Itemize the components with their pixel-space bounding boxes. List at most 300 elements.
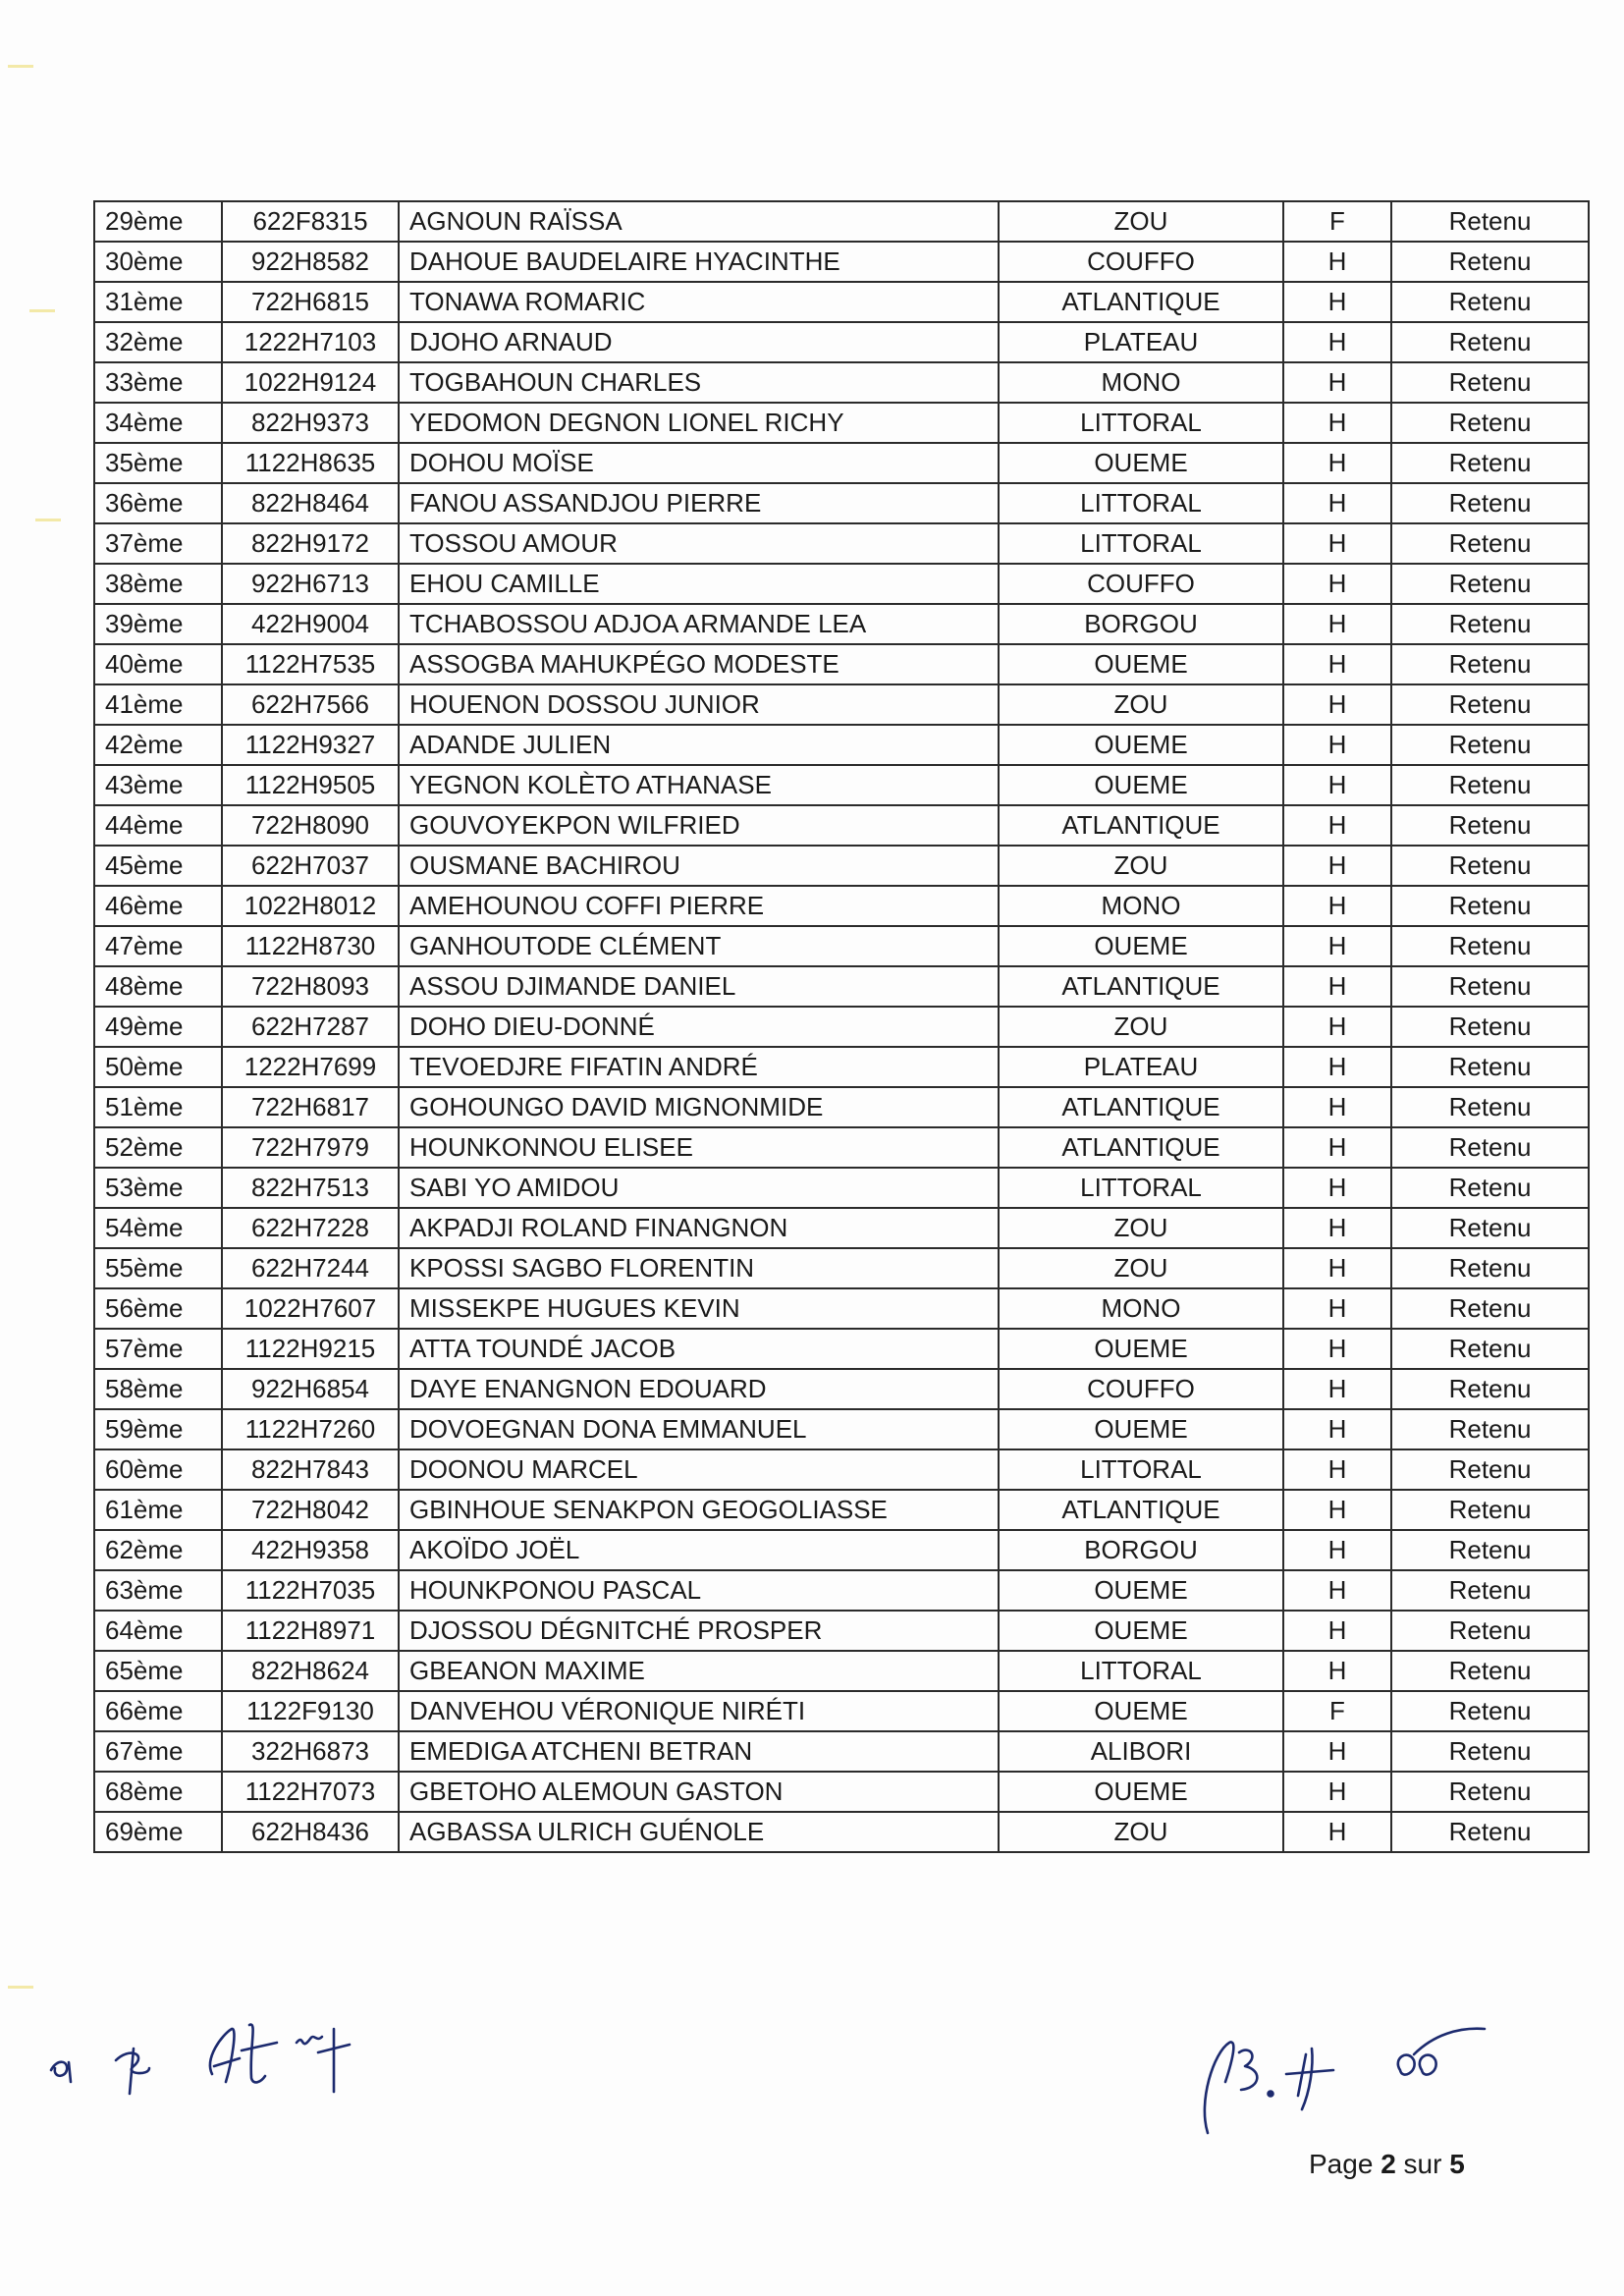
- table-row: [94, 1611, 1589, 1651]
- candidate-code-cell: 1222H7103: [222, 322, 399, 362]
- candidate-code-cell: 822H8464: [222, 483, 399, 523]
- department-cell: ATLANTIQUE: [999, 1490, 1283, 1530]
- department-cell: ATLANTIQUE: [999, 282, 1283, 322]
- candidate-name-cell: DAHOUE BAUDELAIRE HYACINTHE: [399, 242, 999, 282]
- table-row: [94, 926, 1589, 966]
- department-cell: OUEME: [999, 1691, 1283, 1731]
- table-row: [94, 1570, 1589, 1611]
- rank-cell: 54ème: [94, 1208, 222, 1248]
- candidate-name-cell: SABI YO AMIDOU: [399, 1168, 999, 1208]
- rank-cell: 49ème: [94, 1007, 222, 1047]
- candidate-code-cell: 622H8436: [222, 1812, 399, 1852]
- rank-cell: 45ème: [94, 846, 222, 886]
- status-cell: Retenu: [1391, 1369, 1589, 1409]
- candidate-code-cell: 422H9358: [222, 1530, 399, 1570]
- department-cell: COUFFO: [999, 564, 1283, 604]
- department-cell: ZOU: [999, 1248, 1283, 1288]
- status-cell: Retenu: [1391, 926, 1589, 966]
- candidate-code-cell: 1222H7699: [222, 1047, 399, 1087]
- results-table: [93, 200, 1590, 1853]
- status-cell: Retenu: [1391, 242, 1589, 282]
- candidate-name-cell: EMEDIGA ATCHENI BETRAN: [399, 1731, 999, 1772]
- candidate-code-cell: 1022H8012: [222, 886, 399, 926]
- candidate-name-cell: GBINHOUE SENAKPON GEOGOLIASSE: [399, 1490, 999, 1530]
- candidate-name-cell: TOGBAHOUN CHARLES: [399, 362, 999, 403]
- rank-cell: 35ème: [94, 443, 222, 483]
- candidate-name-cell: YEDOMON DEGNON LIONEL RICHY: [399, 403, 999, 443]
- candidate-name-cell: AKPADJI ROLAND FINANGNON: [399, 1208, 999, 1248]
- table-row: [94, 1047, 1589, 1087]
- department-cell: LITTORAL: [999, 1168, 1283, 1208]
- department-cell: COUFFO: [999, 242, 1283, 282]
- department-cell: LITTORAL: [999, 523, 1283, 564]
- status-cell: Retenu: [1391, 1611, 1589, 1651]
- candidate-code-cell: 1122H7535: [222, 644, 399, 684]
- sex-cell: H: [1283, 1047, 1391, 1087]
- status-cell: Retenu: [1391, 1007, 1589, 1047]
- department-cell: MONO: [999, 886, 1283, 926]
- rank-cell: 66ème: [94, 1691, 222, 1731]
- rank-cell: 63ème: [94, 1570, 222, 1611]
- candidate-name-cell: KPOSSI SAGBO FLORENTIN: [399, 1248, 999, 1288]
- candidate-name-cell: HOUENON DOSSOU JUNIOR: [399, 684, 999, 725]
- sex-cell: H: [1283, 362, 1391, 403]
- department-cell: OUEME: [999, 1329, 1283, 1369]
- sex-cell: H: [1283, 1570, 1391, 1611]
- candidate-name-cell: HOUNKONNOU ELISEE: [399, 1127, 999, 1168]
- department-cell: OUEME: [999, 443, 1283, 483]
- candidate-code-cell: 722H8093: [222, 966, 399, 1007]
- department-cell: ATLANTIQUE: [999, 1087, 1283, 1127]
- department-cell: ZOU: [999, 201, 1283, 242]
- sex-cell: H: [1283, 1731, 1391, 1772]
- candidate-code-cell: 822H8624: [222, 1651, 399, 1691]
- candidate-name-cell: GBETOHO ALEMOUN GASTON: [399, 1772, 999, 1812]
- department-cell: LITTORAL: [999, 483, 1283, 523]
- sex-cell: H: [1283, 846, 1391, 886]
- table-row: [94, 1731, 1589, 1772]
- table-row: [94, 1288, 1589, 1329]
- candidate-code-cell: 822H7513: [222, 1168, 399, 1208]
- status-cell: Retenu: [1391, 604, 1589, 644]
- table-row: [94, 1127, 1589, 1168]
- rank-cell: 43ème: [94, 765, 222, 805]
- sex-cell: F: [1283, 201, 1391, 242]
- status-cell: Retenu: [1391, 1731, 1589, 1772]
- status-cell: Retenu: [1391, 1570, 1589, 1611]
- rank-cell: 53ème: [94, 1168, 222, 1208]
- status-cell: Retenu: [1391, 1409, 1589, 1449]
- status-cell: Retenu: [1391, 846, 1589, 886]
- rank-cell: 44ème: [94, 805, 222, 846]
- table-row: [94, 1449, 1589, 1490]
- sex-cell: H: [1283, 1369, 1391, 1409]
- sex-cell: H: [1283, 1530, 1391, 1570]
- candidate-name-cell: AMEHOUNOU COFFI PIERRE: [399, 886, 999, 926]
- status-cell: Retenu: [1391, 1248, 1589, 1288]
- table-row: [94, 362, 1589, 403]
- department-cell: PLATEAU: [999, 1047, 1283, 1087]
- department-cell: ZOU: [999, 684, 1283, 725]
- candidate-name-cell: DOONOU MARCEL: [399, 1449, 999, 1490]
- page-number-total: 5: [1449, 2149, 1465, 2179]
- table-row: [94, 242, 1589, 282]
- sex-cell: H: [1283, 1329, 1391, 1369]
- department-cell: LITTORAL: [999, 1449, 1283, 1490]
- table-row: [94, 846, 1589, 886]
- department-cell: ATLANTIQUE: [999, 1127, 1283, 1168]
- status-cell: Retenu: [1391, 1812, 1589, 1852]
- page-number-prefix: Page: [1309, 2149, 1374, 2179]
- page-number-separator: sur: [1403, 2149, 1442, 2179]
- candidate-name-cell: YEGNON KOLÈTO ATHANASE: [399, 765, 999, 805]
- status-cell: Retenu: [1391, 765, 1589, 805]
- scan-mark: [35, 519, 61, 521]
- table-row: [94, 1208, 1589, 1248]
- department-cell: OUEME: [999, 725, 1283, 765]
- sex-cell: H: [1283, 644, 1391, 684]
- table-row: [94, 523, 1589, 564]
- sex-cell: H: [1283, 1087, 1391, 1127]
- candidate-name-cell: EHOU CAMILLE: [399, 564, 999, 604]
- candidate-name-cell: AGNOUN RAÏSSA: [399, 201, 999, 242]
- candidate-code-cell: 622F8315: [222, 201, 399, 242]
- candidate-code-cell: 922H6713: [222, 564, 399, 604]
- status-cell: Retenu: [1391, 805, 1589, 846]
- sex-cell: H: [1283, 604, 1391, 644]
- page-number-current: 2: [1380, 2149, 1396, 2179]
- results-table-body: [94, 201, 1589, 1852]
- status-cell: Retenu: [1391, 886, 1589, 926]
- rank-cell: 52ème: [94, 1127, 222, 1168]
- candidate-code-cell: 822H9172: [222, 523, 399, 564]
- candidate-code-cell: 822H9373: [222, 403, 399, 443]
- table-row: [94, 765, 1589, 805]
- candidate-name-cell: TOSSOU AMOUR: [399, 523, 999, 564]
- candidate-code-cell: 1022H7607: [222, 1288, 399, 1329]
- department-cell: OUEME: [999, 1570, 1283, 1611]
- status-cell: Retenu: [1391, 684, 1589, 725]
- initials-signature-left: [39, 1984, 363, 2102]
- status-cell: Retenu: [1391, 725, 1589, 765]
- rank-cell: 41ème: [94, 684, 222, 725]
- status-cell: Retenu: [1391, 1449, 1589, 1490]
- candidate-code-cell: 1122H7035: [222, 1570, 399, 1611]
- candidate-code-cell: 922H6854: [222, 1369, 399, 1409]
- rank-cell: 37ème: [94, 523, 222, 564]
- table-row: [94, 483, 1589, 523]
- sex-cell: H: [1283, 1127, 1391, 1168]
- candidate-code-cell: 922H8582: [222, 242, 399, 282]
- status-cell: Retenu: [1391, 1530, 1589, 1570]
- sex-cell: H: [1283, 564, 1391, 604]
- department-cell: OUEME: [999, 1409, 1283, 1449]
- status-cell: Retenu: [1391, 483, 1589, 523]
- status-cell: Retenu: [1391, 1772, 1589, 1812]
- candidate-code-cell: 1122H8730: [222, 926, 399, 966]
- department-cell: OUEME: [999, 926, 1283, 966]
- table-row: [94, 604, 1589, 644]
- candidate-name-cell: FANOU ASSANDJOU PIERRE: [399, 483, 999, 523]
- candidate-code-cell: 1022H9124: [222, 362, 399, 403]
- department-cell: LITTORAL: [999, 1651, 1283, 1691]
- candidate-name-cell: DANVEHOU VÉRONIQUE NIRÉTI: [399, 1691, 999, 1731]
- candidate-code-cell: 1122H8635: [222, 443, 399, 483]
- status-cell: Retenu: [1391, 322, 1589, 362]
- department-cell: BORGOU: [999, 604, 1283, 644]
- rank-cell: 48ème: [94, 966, 222, 1007]
- rank-cell: 64ème: [94, 1611, 222, 1651]
- rank-cell: 29ème: [94, 201, 222, 242]
- sex-cell: H: [1283, 483, 1391, 523]
- status-cell: Retenu: [1391, 201, 1589, 242]
- rank-cell: 67ème: [94, 1731, 222, 1772]
- candidate-name-cell: AKOÏDO JOËL: [399, 1530, 999, 1570]
- department-cell: OUEME: [999, 1611, 1283, 1651]
- sex-cell: H: [1283, 684, 1391, 725]
- candidate-name-cell: GBEANON MAXIME: [399, 1651, 999, 1691]
- sex-cell: H: [1283, 805, 1391, 846]
- rank-cell: 30ème: [94, 242, 222, 282]
- candidate-name-cell: TCHABOSSOU ADJOA ARMANDE LEA: [399, 604, 999, 644]
- sex-cell: H: [1283, 765, 1391, 805]
- sex-cell: H: [1283, 322, 1391, 362]
- status-cell: Retenu: [1391, 1691, 1589, 1731]
- candidate-code-cell: 722H6815: [222, 282, 399, 322]
- sex-cell: H: [1283, 523, 1391, 564]
- status-cell: Retenu: [1391, 403, 1589, 443]
- rank-cell: 38ème: [94, 564, 222, 604]
- department-cell: ALIBORI: [999, 1731, 1283, 1772]
- candidate-code-cell: 622H7566: [222, 684, 399, 725]
- table-row: [94, 1007, 1589, 1047]
- candidate-code-cell: 1122H7073: [222, 1772, 399, 1812]
- department-cell: ZOU: [999, 1208, 1283, 1248]
- sex-cell: H: [1283, 966, 1391, 1007]
- candidate-code-cell: 422H9004: [222, 604, 399, 644]
- table-row: [94, 1490, 1589, 1530]
- sex-cell: H: [1283, 1812, 1391, 1852]
- sex-cell: H: [1283, 886, 1391, 926]
- table-row: [94, 725, 1589, 765]
- candidate-name-cell: OUSMANE BACHIROU: [399, 846, 999, 886]
- candidate-name-cell: ADANDE JULIEN: [399, 725, 999, 765]
- department-cell: PLATEAU: [999, 322, 1283, 362]
- department-cell: OUEME: [999, 644, 1283, 684]
- candidate-code-cell: 1122H9215: [222, 1329, 399, 1369]
- sex-cell: H: [1283, 1611, 1391, 1651]
- status-cell: Retenu: [1391, 1168, 1589, 1208]
- candidate-name-cell: TEVOEDJRE FIFATIN ANDRÉ: [399, 1047, 999, 1087]
- sex-cell: H: [1283, 282, 1391, 322]
- department-cell: OUEME: [999, 1772, 1283, 1812]
- department-cell: MONO: [999, 1288, 1283, 1329]
- rank-cell: 51ème: [94, 1087, 222, 1127]
- sex-cell: H: [1283, 1651, 1391, 1691]
- candidate-name-cell: DAYE ENANGNON EDOUARD: [399, 1369, 999, 1409]
- table-row: [94, 1168, 1589, 1208]
- table-row: [94, 1087, 1589, 1127]
- department-cell: ATLANTIQUE: [999, 805, 1283, 846]
- rank-cell: 56ème: [94, 1288, 222, 1329]
- rank-cell: 62ème: [94, 1530, 222, 1570]
- candidate-name-cell: GOUVOYEKPON WILFRIED: [399, 805, 999, 846]
- table-row: [94, 443, 1589, 483]
- department-cell: ATLANTIQUE: [999, 966, 1283, 1007]
- candidate-name-cell: GOHOUNGO DAVID MIGNONMIDE: [399, 1087, 999, 1127]
- status-cell: Retenu: [1391, 523, 1589, 564]
- department-cell: LITTORAL: [999, 403, 1283, 443]
- rank-cell: 42ème: [94, 725, 222, 765]
- sex-cell: H: [1283, 926, 1391, 966]
- candidate-name-cell: DOVOEGNAN DONA EMMANUEL: [399, 1409, 999, 1449]
- sex-cell: H: [1283, 1248, 1391, 1288]
- table-row: [94, 966, 1589, 1007]
- status-cell: Retenu: [1391, 1490, 1589, 1530]
- candidate-code-cell: 1122H9505: [222, 765, 399, 805]
- sex-cell: H: [1283, 1007, 1391, 1047]
- table-row: [94, 1248, 1589, 1288]
- rank-cell: 50ème: [94, 1047, 222, 1087]
- candidate-name-cell: DJOHO ARNAUD: [399, 322, 999, 362]
- table-row: [94, 1812, 1589, 1852]
- sex-cell: H: [1283, 1288, 1391, 1329]
- table-row: [94, 282, 1589, 322]
- rank-cell: 59ème: [94, 1409, 222, 1449]
- sex-cell: H: [1283, 1490, 1391, 1530]
- candidate-code-cell: 622H7037: [222, 846, 399, 886]
- status-cell: Retenu: [1391, 1127, 1589, 1168]
- rank-cell: 68ème: [94, 1772, 222, 1812]
- table-row: [94, 805, 1589, 846]
- scan-mark: [8, 65, 33, 68]
- sex-cell: H: [1283, 1449, 1391, 1490]
- candidate-code-cell: 822H7843: [222, 1449, 399, 1490]
- table-row: [94, 564, 1589, 604]
- rank-cell: 39ème: [94, 604, 222, 644]
- status-cell: Retenu: [1391, 1208, 1589, 1248]
- sex-cell: H: [1283, 1168, 1391, 1208]
- sex-cell: H: [1283, 1208, 1391, 1248]
- rank-cell: 31ème: [94, 282, 222, 322]
- table-row: [94, 403, 1589, 443]
- candidate-name-cell: DOHO DIEU-DONNÉ: [399, 1007, 999, 1047]
- department-cell: OUEME: [999, 765, 1283, 805]
- status-cell: Retenu: [1391, 564, 1589, 604]
- table-row: [94, 1369, 1589, 1409]
- rank-cell: 69ème: [94, 1812, 222, 1852]
- status-cell: Retenu: [1391, 443, 1589, 483]
- sex-cell: H: [1283, 443, 1391, 483]
- status-cell: Retenu: [1391, 644, 1589, 684]
- table-row: [94, 644, 1589, 684]
- status-cell: Retenu: [1391, 362, 1589, 403]
- department-cell: ZOU: [999, 1812, 1283, 1852]
- scan-mark: [8, 1986, 33, 1989]
- status-cell: Retenu: [1391, 1047, 1589, 1087]
- rank-cell: 58ème: [94, 1369, 222, 1409]
- department-cell: ZOU: [999, 846, 1283, 886]
- table-row: [94, 886, 1589, 926]
- candidate-code-cell: 322H6873: [222, 1731, 399, 1772]
- sex-cell: H: [1283, 242, 1391, 282]
- candidate-name-cell: GANHOUTODE CLÉMENT: [399, 926, 999, 966]
- rank-cell: 40ème: [94, 644, 222, 684]
- table-row: [94, 322, 1589, 362]
- table-row: [94, 1329, 1589, 1369]
- rank-cell: 61ème: [94, 1490, 222, 1530]
- candidate-name-cell: DOHOU MOÏSE: [399, 443, 999, 483]
- candidate-name-cell: ASSOU DJIMANDE DANIEL: [399, 966, 999, 1007]
- page-number: [1309, 2149, 1465, 2180]
- rank-cell: 34ème: [94, 403, 222, 443]
- sex-cell: H: [1283, 403, 1391, 443]
- table-row: [94, 1772, 1589, 1812]
- candidate-code-cell: 1122H8971: [222, 1611, 399, 1651]
- department-cell: ZOU: [999, 1007, 1283, 1047]
- status-cell: Retenu: [1391, 1651, 1589, 1691]
- candidate-name-cell: DJOSSOU DÉGNITCHÉ PROSPER: [399, 1611, 999, 1651]
- rank-cell: 47ème: [94, 926, 222, 966]
- table-row: [94, 684, 1589, 725]
- rank-cell: 32ème: [94, 322, 222, 362]
- candidate-name-cell: AGBASSA ULRICH GUÉNOLE: [399, 1812, 999, 1852]
- candidate-code-cell: 622H7228: [222, 1208, 399, 1248]
- department-cell: MONO: [999, 362, 1283, 403]
- status-cell: Retenu: [1391, 1329, 1589, 1369]
- department-cell: COUFFO: [999, 1369, 1283, 1409]
- table-row: [94, 1409, 1589, 1449]
- candidate-code-cell: 722H8090: [222, 805, 399, 846]
- status-cell: Retenu: [1391, 966, 1589, 1007]
- sex-cell: F: [1283, 1691, 1391, 1731]
- candidate-name-cell: MISSEKPE HUGUES KEVIN: [399, 1288, 999, 1329]
- rank-cell: 46ème: [94, 886, 222, 926]
- table-row: [94, 1691, 1589, 1731]
- candidate-name-cell: ASSOGBA MAHUKPÉGO MODESTE: [399, 644, 999, 684]
- candidate-code-cell: 622H7287: [222, 1007, 399, 1047]
- rank-cell: 33ème: [94, 362, 222, 403]
- candidate-code-cell: 722H7979: [222, 1127, 399, 1168]
- candidate-code-cell: 1122H9327: [222, 725, 399, 765]
- sex-cell: H: [1283, 725, 1391, 765]
- table-row: [94, 1651, 1589, 1691]
- candidate-code-cell: 722H8042: [222, 1490, 399, 1530]
- sex-cell: H: [1283, 1409, 1391, 1449]
- candidate-code-cell: 722H6817: [222, 1087, 399, 1127]
- rank-cell: 60ème: [94, 1449, 222, 1490]
- sex-cell: H: [1283, 1772, 1391, 1812]
- scan-mark: [29, 309, 55, 312]
- department-cell: BORGOU: [999, 1530, 1283, 1570]
- initials-signature-right: [1168, 1964, 1542, 2160]
- table-row: [94, 1530, 1589, 1570]
- rank-cell: 57ème: [94, 1329, 222, 1369]
- rank-cell: 36ème: [94, 483, 222, 523]
- rank-cell: 65ème: [94, 1651, 222, 1691]
- candidate-code-cell: 1122F9130: [222, 1691, 399, 1731]
- table-row: [94, 201, 1589, 242]
- status-cell: Retenu: [1391, 282, 1589, 322]
- status-cell: Retenu: [1391, 1087, 1589, 1127]
- candidate-name-cell: TONAWA ROMARIC: [399, 282, 999, 322]
- candidate-name-cell: HOUNKPONOU PASCAL: [399, 1570, 999, 1611]
- rank-cell: 55ème: [94, 1248, 222, 1288]
- candidate-name-cell: ATTA TOUNDÉ JACOB: [399, 1329, 999, 1369]
- status-cell: Retenu: [1391, 1288, 1589, 1329]
- candidate-code-cell: 1122H7260: [222, 1409, 399, 1449]
- candidate-code-cell: 622H7244: [222, 1248, 399, 1288]
